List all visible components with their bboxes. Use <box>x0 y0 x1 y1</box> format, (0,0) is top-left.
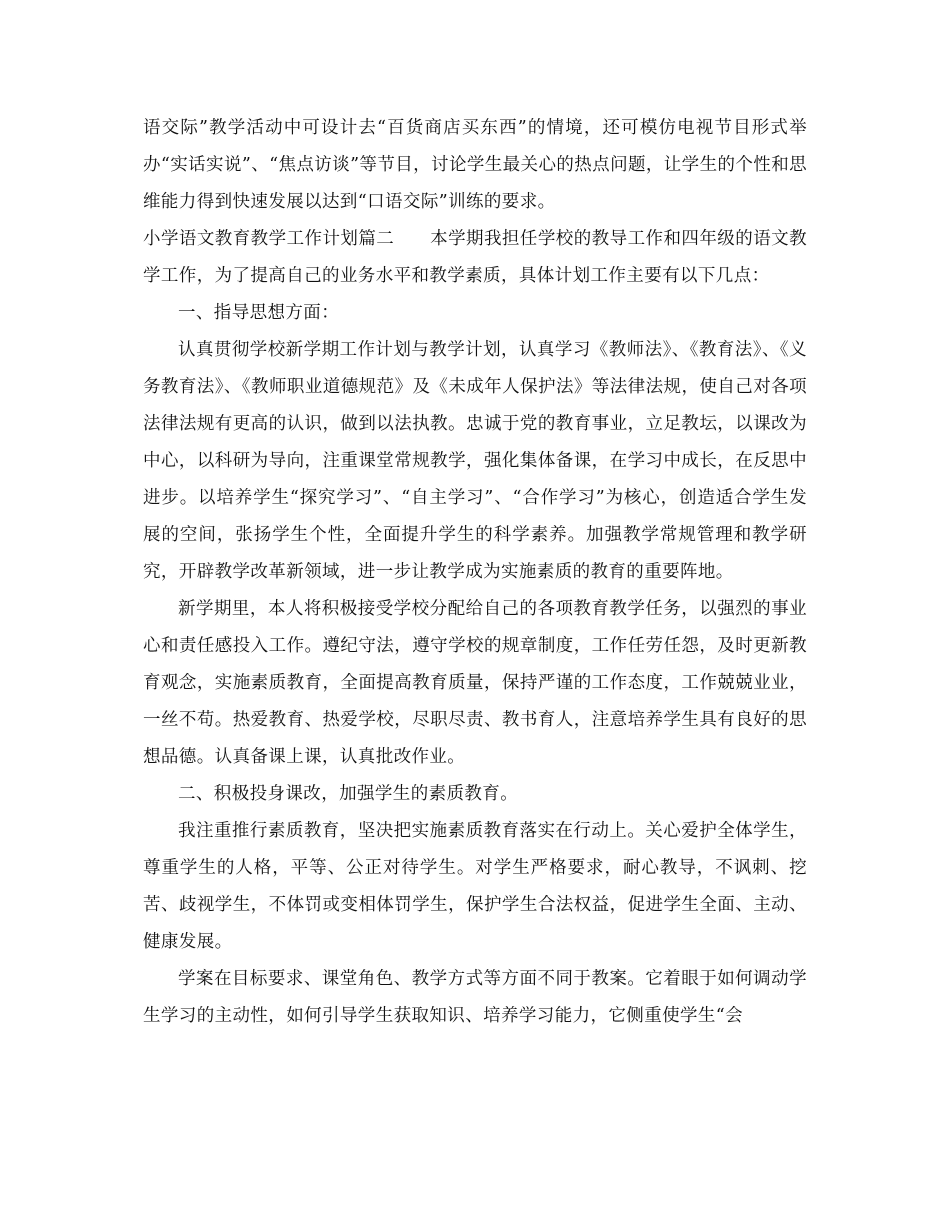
paragraph-study-plan: 学案在目标要求、课堂角色、教学方式等方面不同于教案。它着眼于如何调动学生学习的主动性，如何引导学生获取知识、培养学习能力，它侧重使学生“会 <box>143 969 807 1026</box>
paragraph-continuation: 语交际”教学活动中可设计去“百货商店买东西”的情境，还可模仿电视节目形式举办“实话实说”、“焦点访谈”等节目，讨论学生最关心的热点问题，让学生的个性和思维能力得到快速发展以达到“口语交际”训练的要求。 <box>143 118 807 212</box>
section-1-heading: 一、指导思想方面： <box>178 303 340 323</box>
paragraph-plan-title: 小学语文教育教学工作计划篇二 本学期我担任学校的教导工作和四年级的语文教学工作，为了提高自己的业务水平和教学素质，具体计划工作主要有以下几点： <box>143 229 807 286</box>
section-1-body: 认真贯彻学校新学期工作计划与教学计划，认真学习《教师法》、《教育法》、《义务教育法》、《教师职业道德规范》及《未成年人保护法》等法律法规，使自己对各项法律法规有更高的认识，做到以法执教。忠诚于党的教育事业，立足教坛，以课改为中心，以科研为导向，注重课堂常规教学，强化集体备课，在学习中成长，在反思中进步。以培养学生“探究学习”、“自主学习”、“合作学习”为核心，创造适合学生发展的空间，张扬学生个性，全面提升学生的科学素养。加强教学常规管理和教学研究，开辟教学改革新领域，进一步让教学成为实施素质的教育的重要阵地。 <box>143 340 807 582</box>
section-2-heading: 二、积极投身课改，加强学生的素质教育。 <box>178 784 519 804</box>
document-body <box>143 110 807 1035</box>
section-2-body: 我注重推行素质教育，坚决把实施素质教育落实在行动上。关心爱护全体学生，尊重学生的人格，平等、公正对待学生。对学生严格要求，耐心教导，不讽刺、挖苦、歧视学生，不体罚或变相体罚学生，保护学生合法权益，促进学生全面、主动、健康发展。 <box>143 821 807 952</box>
paragraph-new-semester: 新学期里，本人将积极接受学校分配给自己的各项教育教学任务，以强烈的事业心和责任感投入工作。遵纪守法，遵守学校的规章制度，工作任劳任怨，及时更新教育观念，实施素质教育，全面提高教育质量，保持严谨的工作态度，工作兢兢业业，一丝不苟。热爱教育、热爱学校，尽职尽责、教书育人，注意培养学生具有良好的思想品德。认真备课上课，认真批改作业。 <box>143 599 807 767</box>
